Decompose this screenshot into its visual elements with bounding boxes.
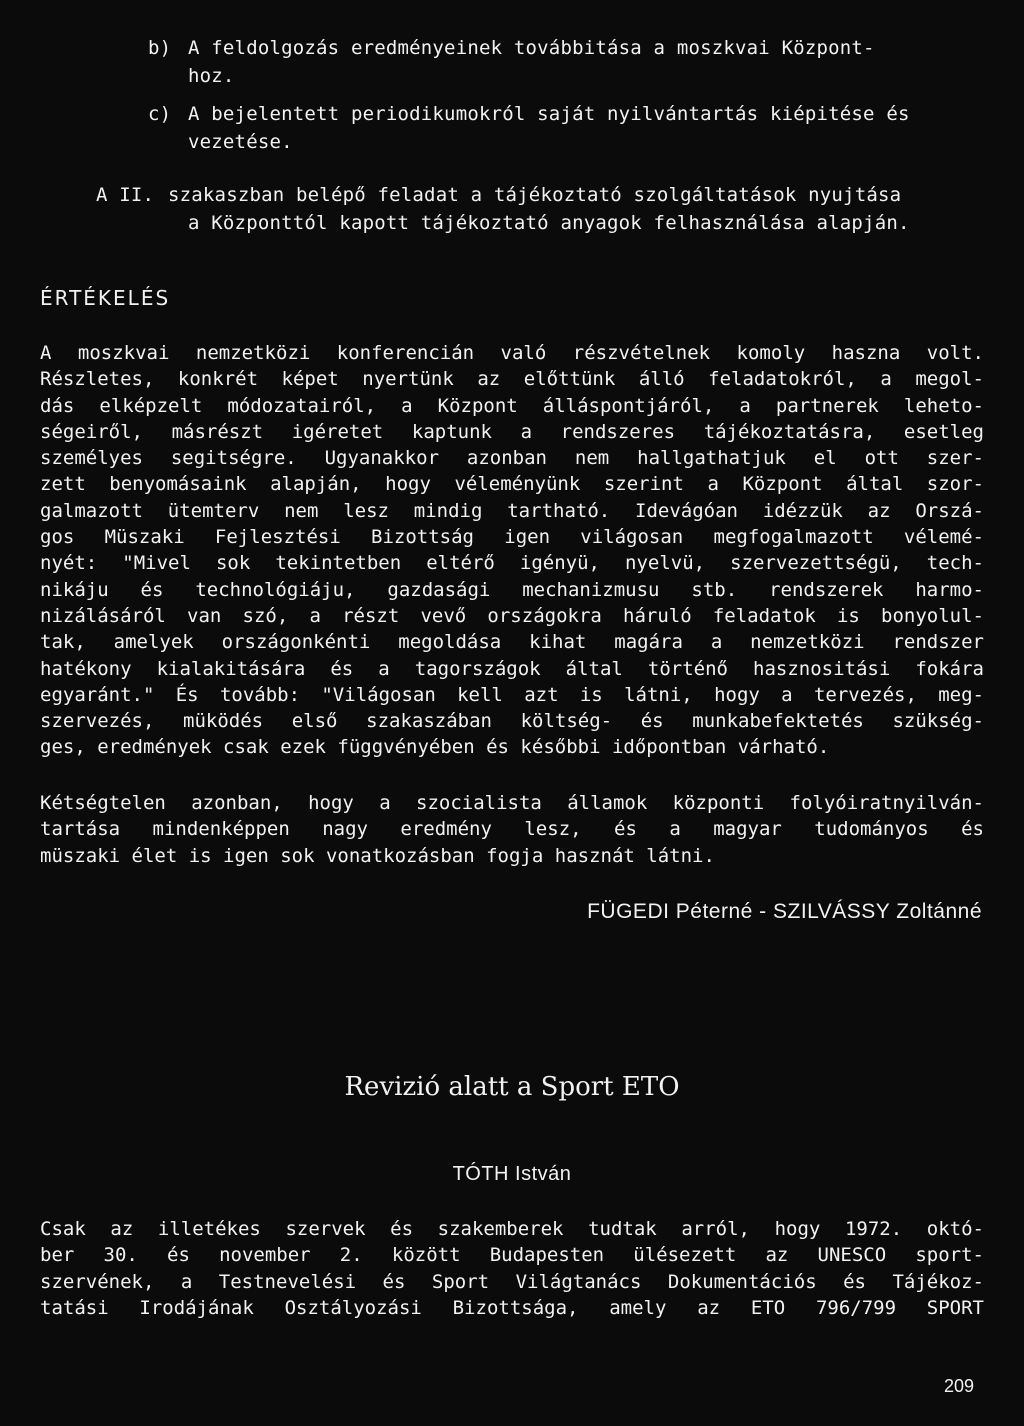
page-number: 209	[943, 1376, 974, 1396]
evaluation-heading: ÉRTÉKELÉS	[40, 286, 171, 310]
evaluation-paragraph	[40, 340, 984, 761]
paragraph-line: galmazott ütemterv nem lesz mindig tartható. Idevágóan idézzük az Orszá-	[40, 499, 984, 522]
paragraph-line: müszaki élet is igen sok vonatkozásban fogja hasznát látni.	[40, 844, 715, 867]
list-marker-c: c)	[148, 103, 172, 125]
paragraph-line: ségeiről, másrészt igéretet kaptunk a rendszeres tájékoztatásra, esetleg	[40, 420, 984, 443]
list-item-c-line2: vezetése.	[188, 131, 293, 153]
article-author: TÓTH István	[452, 1163, 572, 1185]
paragraph-line: nizálásáról van szó, a részt vevő országokra háruló feladatok is bonyolul-	[40, 604, 984, 627]
paragraph-line: Csak az illetékes szervek és szakemberek tudtak arról, hogy 1972. októ-	[40, 1218, 984, 1240]
article-title: Revizió alatt a Sport ETO	[344, 1072, 680, 1102]
list-item-b-line1: A feldolgozás eredményeinek továbbitása a moszkvai Központ-	[188, 37, 875, 59]
paragraph-line: A moszkvai nemzetközi konferencián való részvételnek komoly haszna volt.	[40, 342, 984, 364]
paragraph-line: tak, amelyek országonkénti megoldása kihat magára a nemzetközi rendszer	[40, 631, 984, 654]
paragraph-line: Részletes, konkrét képet nyertünk az előttünk álló feladatokról, a megol-	[40, 368, 984, 391]
article-paragraph	[40, 1216, 984, 1321]
section-line2: a Központtól kapott tájékoztató anyagok felhasználása alapján.	[188, 212, 910, 234]
section-marker: A II.	[96, 184, 155, 206]
list-item-c-line1: A bejelentett periodikumokról saját nyilvántartás kiépitése és	[188, 103, 910, 125]
paragraph-line: tartása mindenképpen nagy eredmény lesz, és a magyar tudományos és	[40, 818, 984, 841]
paragraph-line: Kétségtelen azonban, hogy a szocialista államok központi folyóiratnyilván-	[40, 792, 984, 814]
paragraph-line: zett benyomásaink alapján, hogy véleményünk szerint a Központ által szor-	[40, 473, 984, 496]
paragraph-line: gos Müszaki Fejlesztési Bizottság igen világosan megfogalmazott vélemé-	[40, 526, 984, 549]
paragraph-line: nyét: "Mivel sok tekintetben eltérő igényü, nyelvü, szervezettségü, tech-	[40, 552, 984, 575]
list-item-b-line2: hoz.	[188, 65, 235, 87]
paragraph-line: dás elképzelt módozatairól, a Központ álláspontjáról, a partnerek leheto-	[40, 394, 984, 417]
signature: FÜGEDI Péterné - SZILVÁSSY Zoltánné	[587, 900, 982, 923]
paragraph-line: tatási Irodájának Osztályozási Bizottsága, amely az ETO 796/799 SPORT	[40, 1296, 984, 1319]
paragraph-line: ber 30. és november 2. között Budapesten ülésezett az UNESCO sport-	[40, 1244, 984, 1267]
paragraph-line: ges, eredmények csak ezek függvényében és későbbi időpontban várható.	[40, 736, 830, 759]
list-marker-b: b)	[148, 37, 172, 59]
paragraph-line: egyaránt." És tovább: "Világosan kell azt is látni, hogy a tervezés, meg-	[40, 683, 984, 706]
paragraph-line: személyes segitségre. Ugyanakkor azonban nem hallgathatjuk el ott szer-	[40, 447, 984, 470]
conclusion-paragraph	[40, 790, 984, 869]
paragraph-line: hatékony kialakitására és a tagországok által történő hasznositási fokára	[40, 657, 984, 680]
paragraph-line: szervének, a Testnevelési és Sport Világtanács Dokumentációs és Tájékoz-	[40, 1270, 984, 1293]
paragraph-line: nikáju és technológiáju, gazdasági mechanizmusu stb. rendszerek harmo-	[40, 578, 984, 601]
section-line1: szakaszban belépő feladat a tájékoztató szolgáltatások nyujtása	[168, 184, 902, 206]
paragraph-line: szervezés, müködés első szakaszában költség- és munkabefektetés szükség-	[40, 710, 984, 733]
